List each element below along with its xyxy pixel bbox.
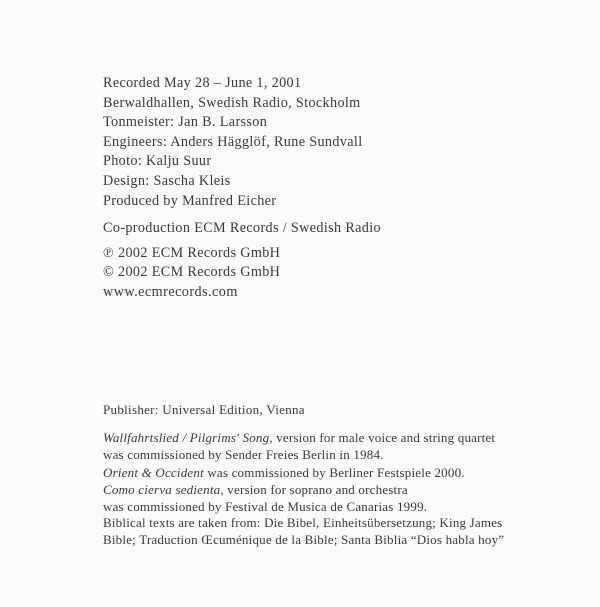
copyright-notice: © 2002 ECM Records GmbH xyxy=(103,264,281,280)
work-title-orient-occident: Orient & Occident xyxy=(103,464,204,480)
commission-line-5: was commissioned by Festival de Musica de Canarias 1999. xyxy=(103,499,428,515)
biblical-sources xyxy=(103,514,504,549)
engineers-credit: Engineers: Anders Hägglöf, Rune Sundvall xyxy=(103,133,363,150)
publisher-note: Publisher: Universal Edition, Vienna xyxy=(103,402,305,417)
commission-line-4-rest: , version for soprano and orchestra xyxy=(220,481,408,497)
producer-credit: Produced by Manfred Eicher xyxy=(103,192,277,209)
recording-credits xyxy=(103,74,362,211)
commission-line-4 xyxy=(103,481,495,498)
commission-line-3 xyxy=(103,464,495,481)
copyright-notices xyxy=(103,244,280,282)
website-url: www.ecmrecords.com xyxy=(103,284,238,300)
commission-line-2: was commissioned by Sender Freies Berlin in 1984. xyxy=(103,447,384,463)
biblical-line-1: Biblical texts are taken from: Die Bibel, Einheitsübersetzung; King James xyxy=(103,515,503,530)
commission-line-1-rest: , version for male voice and string quartet xyxy=(269,430,496,445)
tonmeister-credit: Tonmeister: Jan B. Larsson xyxy=(103,114,268,131)
work-title-como-cierva: Como cierva sedienta xyxy=(103,481,221,497)
phonogram-notice: ℗ 2002 ECM Records GmbH xyxy=(103,245,281,261)
biblical-line-2: Bible; Traduction Œcuménique de la Bible; Santa Biblia “Dios habla hoy” xyxy=(103,532,505,548)
recorded-date: Recorded May 28 – June 1, 2001 xyxy=(103,75,302,91)
coproduction-note: Co-production ECM Records / Swedish Radio xyxy=(103,220,381,236)
design-credit: Design: Sascha Kleis xyxy=(103,172,231,189)
commission-line-1 xyxy=(103,429,495,446)
commission-notes xyxy=(103,429,495,515)
work-title-wallfahrtslied: Wallfahrtslied / Pilgrims' Song xyxy=(103,430,270,445)
recording-venue: Berwaldhallen, Swedish Radio, Stockholm xyxy=(103,94,361,111)
photo-credit: Photo: Kalju Suur xyxy=(103,153,212,170)
commission-line-3-rest: was commissioned by Berliner Festspiele 2000. xyxy=(203,464,465,480)
